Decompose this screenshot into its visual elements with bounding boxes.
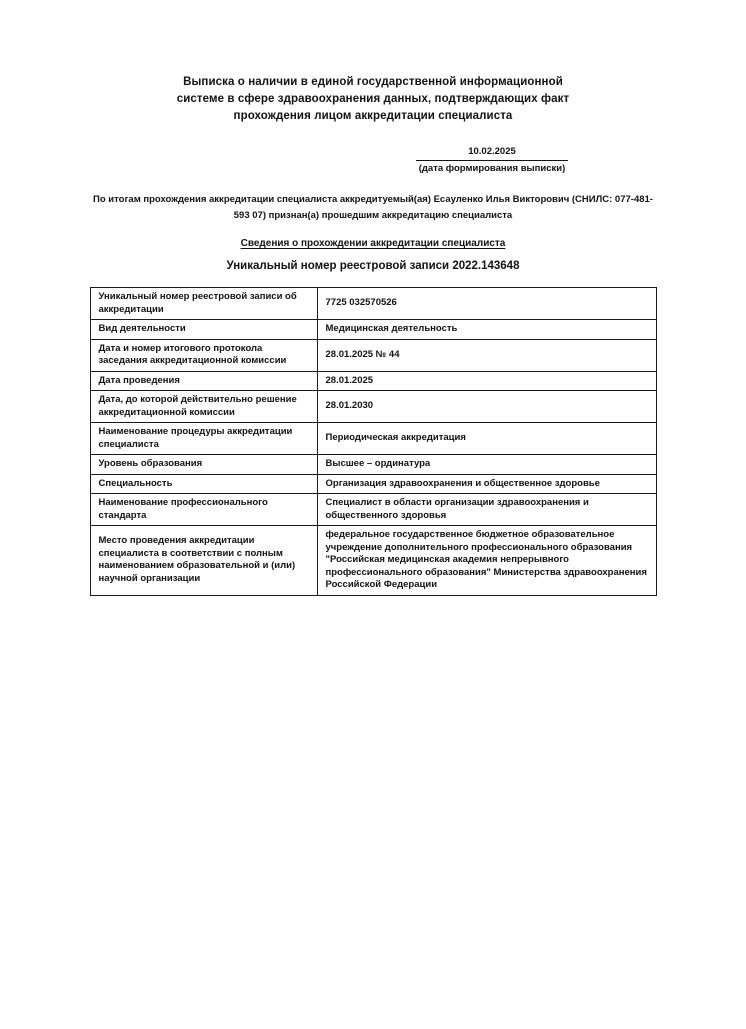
table-row: [90, 455, 656, 475]
table-row: [90, 391, 656, 423]
row-label: Дата и номер итогового протокола заседания аккредитационной комиссии: [90, 339, 317, 371]
issue-date-caption: (дата формирования выписки): [418, 163, 566, 174]
row-value: федеральное государственное бюджетное образовательное учреждение дополнительного профессионального образования "Российская медицинская академия непрерывного профессионального образования" Министерства здравоохранения Российской Федерации: [317, 526, 656, 596]
row-label: Наименование процедуры аккредитации специалиста: [90, 423, 317, 455]
document-title: [0, 74, 746, 125]
row-label: Наименование профессионального стандарта: [90, 494, 317, 526]
row-value: Высшее – ординатура: [317, 455, 656, 475]
row-value: Специалист в области организации здравоохранения и общественного здоровья: [317, 494, 656, 526]
row-value: 28.01.2025 № 44: [317, 339, 656, 371]
row-value: 28.01.2025: [317, 371, 656, 391]
row-label: Уровень образования: [90, 455, 317, 475]
row-value: Периодическая аккредитация: [317, 423, 656, 455]
row-value: 28.01.2030: [317, 391, 656, 423]
row-value: Медицинская деятельность: [317, 320, 656, 340]
table-row: [90, 288, 656, 320]
intro-paragraph: [0, 192, 746, 224]
table-row: [90, 474, 656, 494]
accreditation-table: [90, 287, 657, 596]
table-row: [90, 371, 656, 391]
table-row: [90, 423, 656, 455]
table-row: [90, 320, 656, 340]
table-row: [90, 526, 656, 596]
intro-line-2: 593 07) признан(а) прошедшим аккредитацию специалиста: [233, 210, 513, 221]
row-value: Организация здравоохранения и общественное здоровье: [317, 474, 656, 494]
row-label: Дата проведения: [90, 371, 317, 391]
row-label: Место проведения аккредитации специалиста в соответствии с полным наименованием образовательной и (или) научной организации: [90, 526, 317, 596]
intro-line-1: По итогам прохождения аккредитации специалиста аккредитуемый(ая) Есауленко Илья Викторович (СНИЛС: 077-481-: [93, 194, 653, 205]
record-number-heading: Уникальный номер реестровой записи 2022.143648: [226, 260, 520, 272]
title-line-2: системе в сфере здравоохранения данных, подтверждающих факт: [176, 93, 570, 105]
issue-date-block: [416, 146, 568, 175]
row-label: Дата, до которой действительно решение аккредитационной комиссии: [90, 391, 317, 423]
issue-date-value: 10.02.2025: [416, 146, 568, 161]
row-value: 7725 032570526: [317, 288, 656, 320]
table-row: [90, 494, 656, 526]
row-label: Вид деятельности: [90, 320, 317, 340]
section-heading: Сведения о прохождении аккредитации специалиста: [240, 238, 506, 249]
row-label: Уникальный номер реестровой записи об аккредитации: [90, 288, 317, 320]
title-line-3: прохождения лицом аккредитации специалиста: [233, 110, 513, 122]
title-line-1: Выписка о наличии в единой государственной информационной: [183, 76, 563, 88]
table-row: [90, 339, 656, 371]
row-label: Специальность: [90, 474, 317, 494]
